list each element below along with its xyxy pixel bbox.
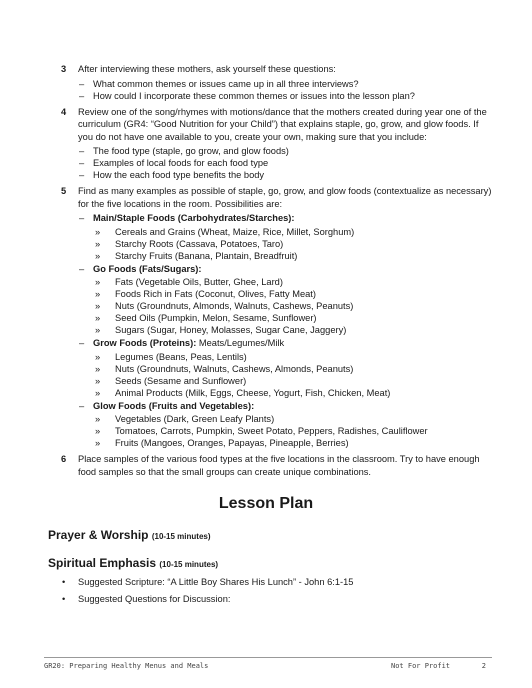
- list-item: » Nuts (Groundnuts, Walnuts, Cashews, Almonds, Peanuts): [95, 363, 354, 374]
- chevron-marker: »: [95, 438, 101, 449]
- dash-marker: –: [79, 400, 85, 411]
- discussion-bullet-list: [62, 574, 353, 608]
- step-number: 6: [61, 454, 67, 465]
- list-item: » Seeds (Sesame and Sunflower): [95, 375, 247, 386]
- step-text: Place samples of the various food types at the five locations in the classroom. Try to have enough food samples so that the small groups can create unique combinations.: [78, 454, 480, 477]
- food-group-staple: [78, 212, 492, 261]
- list-item: – How could I incorporate these common themes or issues into the lesson plan?: [79, 90, 415, 101]
- step-6: [0, 453, 532, 478]
- step-text: Review one of the song/rhymes with motions/dance that the mothers created during year one of the curriculum (GR4: “Good Nutrition for your Child”) that explains staple, go, grow, and glow foods. If you do not have one available to you, create your own, making sure that you include:: [78, 106, 487, 142]
- page-footer: [44, 657, 492, 670]
- food-group-title: Go Foods (Fats/Sugars):: [93, 263, 202, 274]
- list-item: » Fats (Vegetable Oils, Butter, Ghee, Lard): [95, 276, 283, 287]
- step-number: 3: [61, 64, 67, 74]
- list-item: » Starchy Fruits (Banana, Plantain, Breadfruit): [95, 250, 298, 261]
- chevron-marker: »: [95, 301, 101, 312]
- chevron-marker: »: [95, 276, 101, 287]
- list-item: » Cereals and Grains (Wheat, Maize, Rice, Millet, Sorghum): [95, 226, 355, 237]
- dash-marker: –: [79, 158, 85, 169]
- food-group-title: Glow Foods (Fruits and Vegetables):: [93, 400, 255, 411]
- chevron-marker: »: [95, 238, 101, 249]
- step-text: After interviewing these mothers, ask yourself these questions:: [78, 64, 336, 74]
- list-item: – What common themes or issues came up in all three interviews?: [79, 78, 359, 89]
- section-duration: (10-15 minutes): [159, 560, 219, 569]
- bullet-marker: •: [62, 577, 66, 587]
- list-item: – The food type (staple, go grow, and glow foods): [79, 146, 289, 157]
- section-heading-text: Spiritual Emphasis: [48, 556, 157, 570]
- dash-marker: –: [79, 213, 85, 224]
- chevron-marker: »: [95, 325, 101, 336]
- chevron-marker: »: [95, 426, 101, 437]
- food-group-go: [78, 263, 492, 337]
- food-example-list: [93, 413, 492, 449]
- list-item: » Vegetables (Dark, Green Leafy Plants): [95, 413, 275, 424]
- food-group-subtitle: Meats/Legumes/Milk: [196, 338, 285, 349]
- footer-notice: Not For Profit: [391, 662, 451, 670]
- section-heading-text: Prayer & Worship: [48, 528, 149, 542]
- step-5: [0, 185, 532, 449]
- chevron-marker: »: [95, 250, 101, 261]
- bullet-marker: •: [62, 594, 66, 604]
- dash-marker: –: [79, 338, 85, 349]
- step-text: Find as many examples as possible of staple, go, grow, and glow foods (contextualize as necessary) for the five locations in the room. Possibilities are:: [78, 186, 492, 209]
- list-item: » Animal Products (Milk, Eggs, Cheese, Yogurt, Fish, Chicken, Meat): [95, 387, 391, 398]
- list-item: » Sugars (Sugar, Honey, Molasses, Sugar Cane, Jaggery): [95, 325, 347, 336]
- food-example-list: [93, 276, 492, 336]
- chevron-marker: »: [95, 289, 101, 300]
- food-group-title: Grow Foods (Proteins):: [93, 338, 197, 349]
- list-item: » Tomatoes, Carrots, Pumpkin, Sweet Potato, Peppers, Radishes, Cauliflower: [95, 426, 428, 437]
- section-duration: (10-15 minutes): [151, 532, 211, 541]
- chevron-marker: »: [95, 413, 101, 424]
- dash-marker: –: [79, 90, 85, 101]
- dash-marker: –: [79, 263, 85, 274]
- dash-marker: –: [79, 146, 85, 157]
- chevron-marker: »: [95, 375, 101, 386]
- section-heading-spiritual: [48, 555, 218, 573]
- food-group-grow: [78, 337, 492, 398]
- list-item: » Legumes (Beans, Peas, Lentils): [95, 351, 247, 362]
- list-item: » Foods Rich in Fats (Coconut, Olives, Fatty Meat): [95, 289, 316, 300]
- list-item: » Starchy Roots (Cassava, Potatoes, Taro): [95, 238, 284, 249]
- food-group-glow: [78, 400, 492, 449]
- requirement-list: [78, 145, 492, 181]
- page-number: 2: [481, 662, 486, 670]
- step-3: [0, 63, 532, 102]
- dash-marker: –: [79, 78, 85, 89]
- instruction-steps: [0, 63, 532, 482]
- list-item: » Fruits (Mangoes, Oranges, Papayas, Pineapple, Berries): [95, 438, 349, 449]
- step-number: 5: [61, 186, 67, 197]
- lesson-plan-title: Lesson Plan: [218, 495, 314, 512]
- food-example-list: [93, 226, 492, 262]
- list-item: – Examples of local foods for each food type: [79, 158, 269, 169]
- list-item: – How the each food type benefits the body: [79, 170, 265, 181]
- section-heading-prayer: [48, 527, 211, 545]
- chevron-marker: »: [95, 351, 101, 362]
- step-number: 4: [61, 106, 67, 117]
- question-list: [78, 78, 492, 102]
- chevron-marker: »: [95, 313, 101, 324]
- list-item: • Suggested Scripture: “A Little Boy Shares His Lunch” - John 6:1-15: [62, 574, 353, 591]
- chevron-marker: »: [95, 363, 101, 374]
- step-4: [0, 106, 532, 182]
- list-item: » Nuts (Groundnuts, Almonds, Walnuts, Cashews, Peanuts): [95, 301, 354, 312]
- chevron-marker: »: [95, 226, 101, 237]
- food-group-title: Main/Staple Foods (Carbohydrates/Starches):: [93, 213, 295, 224]
- chevron-marker: »: [95, 387, 101, 398]
- footer-document-title: GR20: Preparing Healthy Menus and Meals: [44, 662, 209, 670]
- list-item: » Seed Oils (Pumpkin, Melon, Sesame, Sunflower): [95, 313, 317, 324]
- list-item: • Suggested Questions for Discussion:: [62, 591, 353, 608]
- food-group-list: [78, 212, 492, 449]
- dash-marker: –: [79, 170, 85, 181]
- food-example-list: [93, 351, 492, 399]
